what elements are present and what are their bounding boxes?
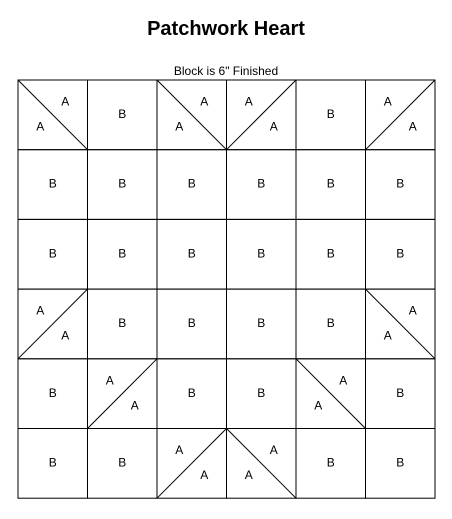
cell-label-b: B [118,246,127,261]
diagram-title: Patchwork Heart [147,18,305,40]
cell-label-b: B [396,246,405,261]
triangle-label-a: A [269,442,278,457]
half-square-diagonal [366,289,436,359]
triangle-label-a: A [383,94,392,109]
cell-label-b: B [187,316,196,331]
triangle-label-a: A [175,442,184,457]
cell-label-b: B [48,246,57,261]
cell-label-b: B [118,107,127,122]
half-square-diagonal [296,359,366,429]
cell-label-b: B [257,246,266,261]
cell-label-b: B [187,385,196,400]
cell-label-b: B [118,176,127,191]
triangle-label-a: A [408,119,417,134]
cell-label-b: B [118,455,127,470]
triangle-label-a: A [339,373,348,388]
triangle-label-a: A [244,468,253,483]
triangle-label-a: A [36,303,45,318]
triangle-label-a: A [383,328,392,343]
half-square-diagonal [18,80,88,150]
cell-label-b: B [326,246,335,261]
cell-label-b: B [48,455,57,470]
triangle-label-a: A [200,94,209,109]
triangle-label-a: A [130,398,139,413]
half-square-diagonal [366,80,436,150]
half-square-diagonal [88,359,158,429]
triangle-label-a: A [36,119,45,134]
cell-label-b: B [257,385,266,400]
cell-label-b: B [326,455,335,470]
cell-label-b: B [326,107,335,122]
diagram-subtitle: Block is 6" Finished [173,64,279,78]
cell-label-b: B [118,316,127,331]
cell-label-b: B [187,176,196,191]
triangle-label-a: A [61,94,70,109]
half-square-diagonal [157,429,227,499]
triangle-label-a: A [61,328,70,343]
triangle-label-a: A [314,398,323,413]
half-square-diagonal [227,429,297,499]
half-square-diagonal [157,80,227,150]
triangle-label-a: A [244,94,253,109]
triangle-label-a: A [269,119,278,134]
cell-label-b: B [396,176,405,191]
cell-label-b: B [396,385,405,400]
cell-label-b: B [326,176,335,191]
cell-label-b: B [187,246,196,261]
cell-label-b: B [396,455,405,470]
cell-label-b: B [257,316,266,331]
cell-label-b: B [48,385,57,400]
cell-label-b: B [257,176,266,191]
half-square-diagonal [227,80,297,150]
triangle-label-a: A [105,373,114,388]
triangle-label-a: A [175,119,184,134]
triangle-label-a: A [408,303,417,318]
cell-label-b: B [48,176,57,191]
half-square-diagonal [18,289,88,359]
triangle-label-a: A [200,468,209,483]
cell-label-b: B [326,316,335,331]
